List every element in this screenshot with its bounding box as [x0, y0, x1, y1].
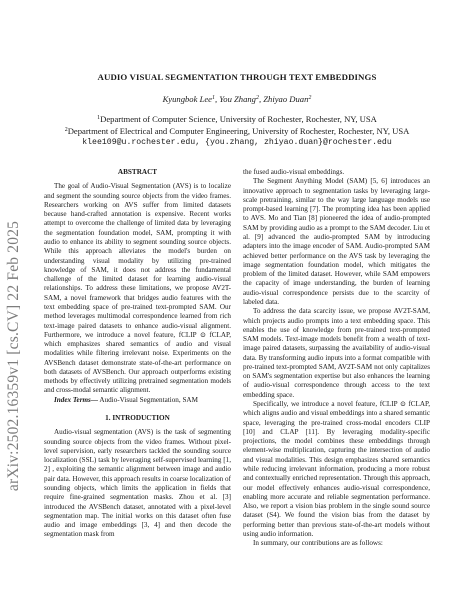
affiliation — [0, 114, 474, 124]
author-list: Kyungbok Lee$^1$, You Zhang$^2$, Zhiyao Duan$^2$ — [162, 94, 312, 104]
index-terms-label: Index Terms— — [54, 395, 98, 404]
affiliation — [0, 126, 474, 136]
author-affiliation-mark: 2 — [308, 95, 312, 101]
abstract-heading: ABSTRACT — [117, 168, 158, 176]
index-terms-text: Audio-Visual Segmentation, SAM — [97, 395, 198, 404]
author-name: Kyungbok Lee — [162, 94, 212, 104]
abstract-text: The goal of Audio-Visual Segmentation (AVS) is to localize and segment the sounding source objects from the video frames. Researchers working on AVS suffer from limited datasets because hand-crafted annotation is expensive. Recent works attempt to overcome the challenge of limited data by leveraging the segmentation foundation model, SAM, prompting it with audio to enhance its ability to segment sounding source objects. While this approach alleviates the model's burden on understanding visual modality by utilizing pre-trained knowledge of SAM, it does not address the fundamental challenge of the limited dataset for learning audio-visual relationships. To address these limitations, we propose AV2T-SAM, a novel framework that bridges audio features with the text embedding space of pre-trained text-prompted SAM. Our method leverages multimodal correspondence learned from rich text-image paired datasets to enhance audio-visual alignment. Furthermore, we introduce a novel feature, fCLIP ⊙ fCLAP, which emphasizes shared semantics of audio and visual modalities while filtering irrelevant noise. Experiments on the AVSBench dataset demonstrate state-of-the-art performance on both datasets of AVSBench. Our approach outperforms existing methods by effectively utilizing pretrained segmentation models and cross-modal semantic alignment. — [44, 182, 231, 395]
right-column — [243, 168, 430, 549]
paper-title: AUDIO VISUAL SEGMENTATION THROUGH TEXT EMBEDDINGS — [97, 72, 377, 82]
body-paragraph: The Segment Anything Model (SAM) [5, 6] introduces an innovative approach to segmentation tasks by leveraging large-scale pretraining, similar to the way large language models use prompt-based learning [7]. The prompting idea has been applied to AVS. Mo and Tian [8] pioneered the idea of audio-prompted SAM by providing audio as a prompt to the SAM decoder. Liu et al. [9] advanced the audio-prompted SAM by introducing adapters into the image encoder of SAM. Audio-prompted SAM achieved better performance on the AVS task by leveraging the image segmentation foundation model, which mitigates the problem of the limited dataset. However, while SAM empowers the capacity of image understanding, the burden of learning audio-visual correspondence persists due to the scarcity of labeled data. — [243, 177, 430, 306]
body-paragraph: In summary, our contributions are as follows: — [253, 539, 383, 548]
affiliation-text: Department of Computer Science, University of Rochester, Rochester, NY, USA — [100, 114, 377, 124]
left-column — [44, 168, 231, 540]
body-paragraph: Specifically, we introduce a novel feature, fCLIP ⊙ fCLAP, which aligns audio and visual embeddings into a shared semantic space, leveraging the pre-trained cross-modal encoders CLIP [10] and CLAP [11]. By leveraging modality-specific projections, the model combines these embeddings through element-wise multiplication, capturing the intersection of audio and visual modalities. This design emphasizes shared semantics while reducing irrelevant information, producing a more robust and contextually enriched representation. Through this approach, our model effectively enhances audio-visual correspondence, enabling more accurate and reliable segmentation performance. Also, we report a vision bias problem in the single sound source dataset (S4). We found the vision bias from the dataset by performing better than previous state-of-the-art models without using audio information. — [243, 400, 430, 538]
arxiv-identifier-text: arXiv:2502.16359v1 [cs.CV] 22 Feb 2025 — [5, 220, 22, 492]
body-paragraph: To address the data scarcity issue, we propose AV2T-SAM, which projects audio prompts into a text embedding space. This enables the use of knowledge from pre-trained text-prompted SAM models. Text-image models benefit from a wealth of text-image paired datasets, surpassing the availability of audio-visual data. By transforming audio inputs into a format compatible with pre-trained text-prompted SAM, AV2T-SAM not only capitalizes on SAM's segmentation expertise but also enhances the learning of audio-visual correspondence through access to the text embedding space. — [243, 307, 430, 399]
author-affiliation-mark: 1 — [211, 95, 215, 101]
affiliation-mark: 2 — [64, 127, 68, 133]
introduction-text: Audio-visual segmentation (AVS) is the task of segmenting sounding source objects from the video frames. Without pixel-level supervision, early researchers tackled the sounding source localization (SSL) task by leveraging self-supervised learning [1, 2] , exploiting the semantic alignment between image and audio pair data. However, this approach results in coarse localization of sounding objects, which limits the application in fields that require fine-grained segmentation masks. Zhou et al. [3] introduced the AVSBench dataset, annotated with a pixel-level segmentation map. The initial works on this dataset often fuse audio and image embeddings [3, 4] and then decode the segmentation mask from — [44, 428, 231, 539]
author-name: Zhiyao Duan — [263, 94, 309, 104]
author-emails: klee109@u.rochester.edu, {you.zhang, zhiyao.duan}@rochester.edu — [82, 138, 392, 147]
author-affiliation-mark: 2 — [255, 95, 259, 101]
affiliation-mark: 1 — [97, 115, 101, 121]
author-name: You Zhang — [219, 94, 256, 104]
arxiv-identifier — [4, 130, 24, 582]
body-paragraph: the fused audio-visual embeddings. — [243, 168, 345, 176]
affiliation-text: Department of Electrical and Computer Engineering, University of Rochester, Rochester, NY, USA — [67, 126, 410, 136]
introduction-heading: 1. INTRODUCTION — [105, 414, 170, 423]
index-terms — [44, 396, 231, 405]
